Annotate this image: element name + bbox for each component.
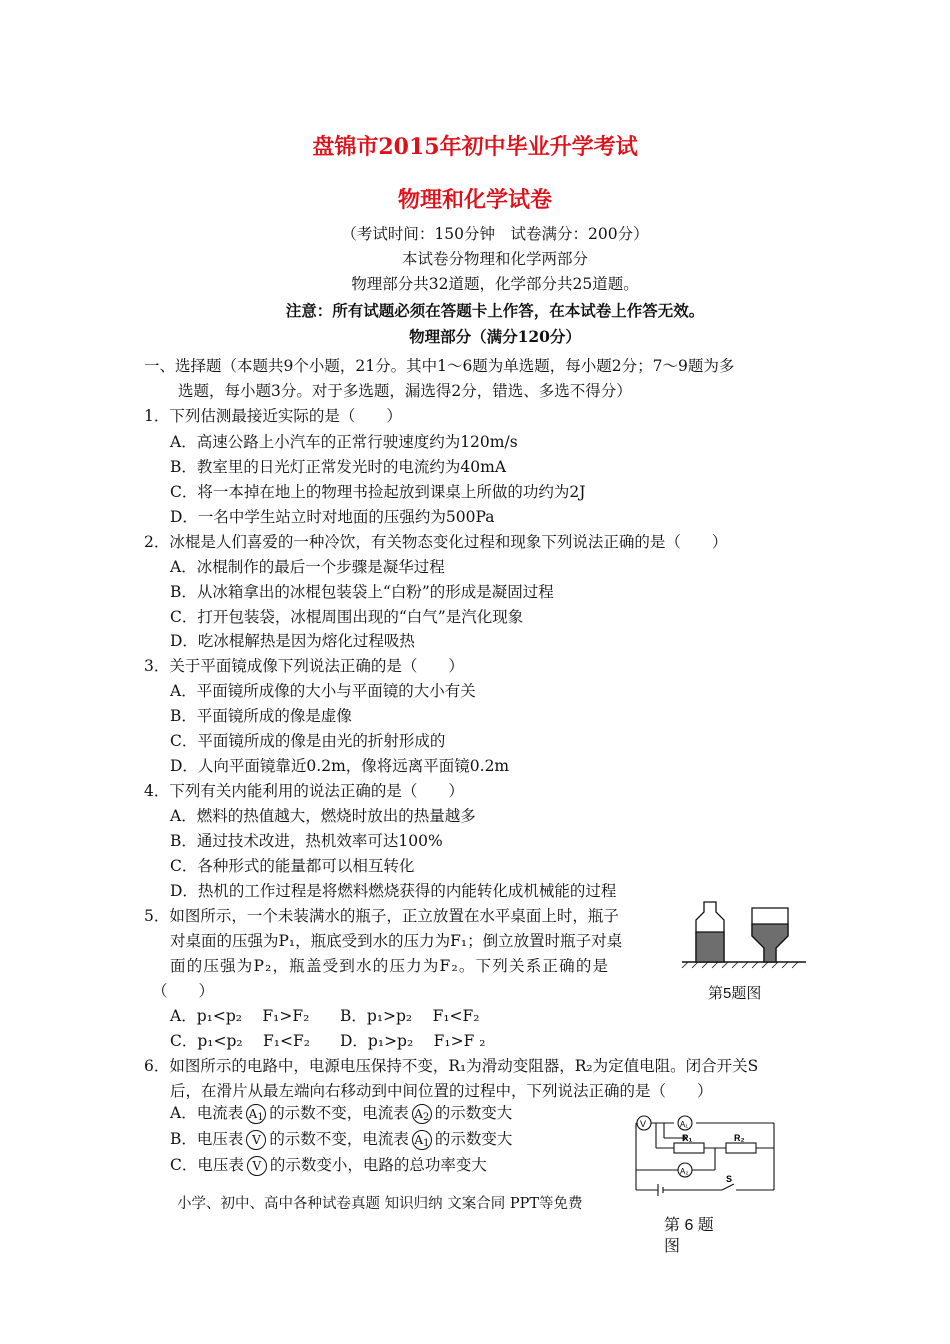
question-1-option-a: A．高速公路上小汽车的正常行驶速度约为120m/s <box>170 433 518 451</box>
meter-subscript: 1 <box>257 1112 264 1123</box>
question-5-line-1: 5．如图所示，一个未装满水的瓶子，正立放置在水平桌面上时，瓶子 <box>144 907 619 925</box>
option-c-prefix: C．电压表 <box>170 1156 244 1174</box>
voltmeter-symbol <box>246 1130 266 1150</box>
notice: 注意：所有试题必须在答题卡上作答，在本试卷上作答无效。 <box>285 301 705 320</box>
question-6-line-2: 后，在滑片从最左端向右移动到中间位置的过程中，下列说法正确的是（ ） <box>170 1082 713 1100</box>
question-2-stem: 2．冰棍是人们喜爱的一种冷饮，有关物态变化过程和现象下列说法正确的是（ ） <box>144 533 728 551</box>
question-3-stem: 3．关于平面镜成像下列说法正确的是（ ） <box>144 657 464 675</box>
question-1-option-d: D．一名中学生站立时对地面的压强约为500Pa <box>170 508 495 526</box>
question-2-option-a: A．冰棍制作的最后一个步骤是凝华过程 <box>170 558 445 576</box>
question-3-option-a: A．平面镜所成像的大小与平面镜的大小有关 <box>170 682 476 700</box>
question-5-line-4: （ ） <box>152 982 215 1000</box>
question-count-info: 物理部分共32道题，化学部分共25道题。 <box>351 275 639 293</box>
question-4-stem: 4．下列有关内能利用的说法正确的是（ ） <box>144 782 464 800</box>
exam-title: 盘锦市2015年初中毕业升学考试 <box>312 134 638 160</box>
circuit-label-r2: R₂ <box>734 1133 745 1143</box>
ammeter-a1-symbol <box>412 1130 432 1150</box>
question-4-option-c: C．各种形式的能量都可以相互转化 <box>170 857 415 875</box>
figure-5-caption: 第5题图 <box>708 985 762 1002</box>
voltmeter-symbol <box>247 1156 267 1176</box>
question-1-stem: 1．下列估测最接近实际的是（ ） <box>144 407 402 425</box>
paper-subtitle: 物理和化学试卷 <box>397 187 552 213</box>
meter-letter: V <box>252 1133 261 1147</box>
figure-6-caption-line-2: 图 <box>664 1238 681 1255</box>
option-c-suffix: 的示数变小，电路的总功率变大 <box>269 1156 487 1174</box>
circuit-label-v: V <box>640 1119 647 1129</box>
circuit-label-a2: A₂ <box>680 1167 689 1176</box>
meter-subscript: 2 <box>422 1112 430 1123</box>
question-6-option-b <box>170 1127 512 1150</box>
question-6-line-1: 6．如图所示的电路中，电源电压保持不变，R₁为滑动变阻器，R₂为定值电阻。闭合开关S <box>144 1057 759 1075</box>
question-5-line-3: 面的压强为P₂，瓶盖受到水的压力为F₂。下列关系正确的是 <box>170 957 610 975</box>
question-3-option-c: C．平面镜所成的像是由光的折射形成的 <box>170 732 446 750</box>
meter-letter: A <box>248 1107 258 1121</box>
meter-letter: A <box>414 1133 424 1147</box>
paper-parts-info: 本试卷分物理和化学两部分 <box>401 250 588 268</box>
question-4-option-d: D．热机的工作过程是将燃料燃烧获得的内能转化成机械能的过程 <box>170 882 617 900</box>
ammeter-a1-symbol <box>246 1104 266 1124</box>
question-2-option-b: B．从冰箱拿出的冰棍包装袋上“白粉”的形成是凝固过程 <box>170 583 554 601</box>
section-heading: 一、选择题（本题共9个小题，21分。其中1～6题为单选题，每小题2分；7～9题为多 <box>144 357 735 375</box>
meter-letter: A <box>414 1107 423 1121</box>
question-5-option-d: D．p₁>p₂ F₁>F ₂ <box>340 1032 486 1050</box>
section-heading-cont: 选题，每小题3分。对于多选题，漏选得2分，错选、多选不得分） <box>178 382 632 400</box>
option-b-middle: 的示数不变，电流表 <box>269 1130 409 1148</box>
question-5-option-c: C．p₁<p₂ F₁<F₂ <box>170 1032 310 1050</box>
exam-time-info: （考试时间：150分钟 试卷满分：200分） <box>341 225 649 243</box>
circuit-label-a1: A₁ <box>680 1120 689 1129</box>
question-6-option-c <box>170 1153 487 1176</box>
question-5-line-2: 对桌面的压强为P₁，瓶底受到水的压力为F₁；倒立放置时瓶子对桌 <box>170 932 623 950</box>
figure-6-caption-line-1: 第 6 题 <box>664 1217 714 1234</box>
question-5-option-b: B．p₁>p₂ F₁<F₂ <box>340 1007 480 1025</box>
option-b-suffix: 的示数变大 <box>434 1130 513 1148</box>
question-2-option-d: D．吃冰棍解热是因为熔化过程吸热 <box>170 632 415 650</box>
question-1-option-c: C．将一本掉在地上的物理书捡起放到课桌上所做的功约为2J <box>170 483 586 501</box>
question-1-option-b: B．教室里的日光灯正常发光时的电流约为40mA <box>170 458 507 476</box>
bottles-figure <box>680 898 810 972</box>
circuit-figure <box>630 1110 780 1200</box>
option-b-prefix: B．电压表 <box>170 1130 244 1148</box>
meter-letter: V <box>252 1159 262 1173</box>
question-4-option-b: B．通过技术改进，热机效率可达100% <box>170 832 443 850</box>
question-2-option-c: C．打开包装袋，冰棍周围出现的“白气”是汽化现象 <box>170 608 524 626</box>
option-a-middle: 的示数不变，电流表 <box>269 1104 409 1122</box>
question-3-option-d: D．人向平面镜靠近0.2m，像将远离平面镜0.2m <box>170 757 510 775</box>
option-a-prefix: A．电流表 <box>170 1104 244 1122</box>
question-5-option-a: A．p₁<p₂ F₁>F₂ <box>170 1007 310 1025</box>
circuit-label-r1: R₁ <box>682 1133 693 1143</box>
question-3-option-b: B．平面镜所成的像是虚像 <box>170 707 352 725</box>
circuit-label-s: S <box>726 1174 733 1184</box>
ammeter-a2-symbol <box>412 1104 432 1124</box>
meter-subscript: 1 <box>423 1138 430 1149</box>
option-a-suffix: 的示数变大 <box>434 1104 513 1122</box>
question-6-option-a <box>170 1101 512 1124</box>
physics-heading: 物理部分（满分120分） <box>409 327 581 346</box>
question-4-option-a: A．燃料的热值越大，燃烧时放出的热量越多 <box>170 807 476 825</box>
footer-note: 小学、初中、高中各种试卷真题 知识归纳 文案合同 PPT等免费 <box>177 1196 583 1212</box>
